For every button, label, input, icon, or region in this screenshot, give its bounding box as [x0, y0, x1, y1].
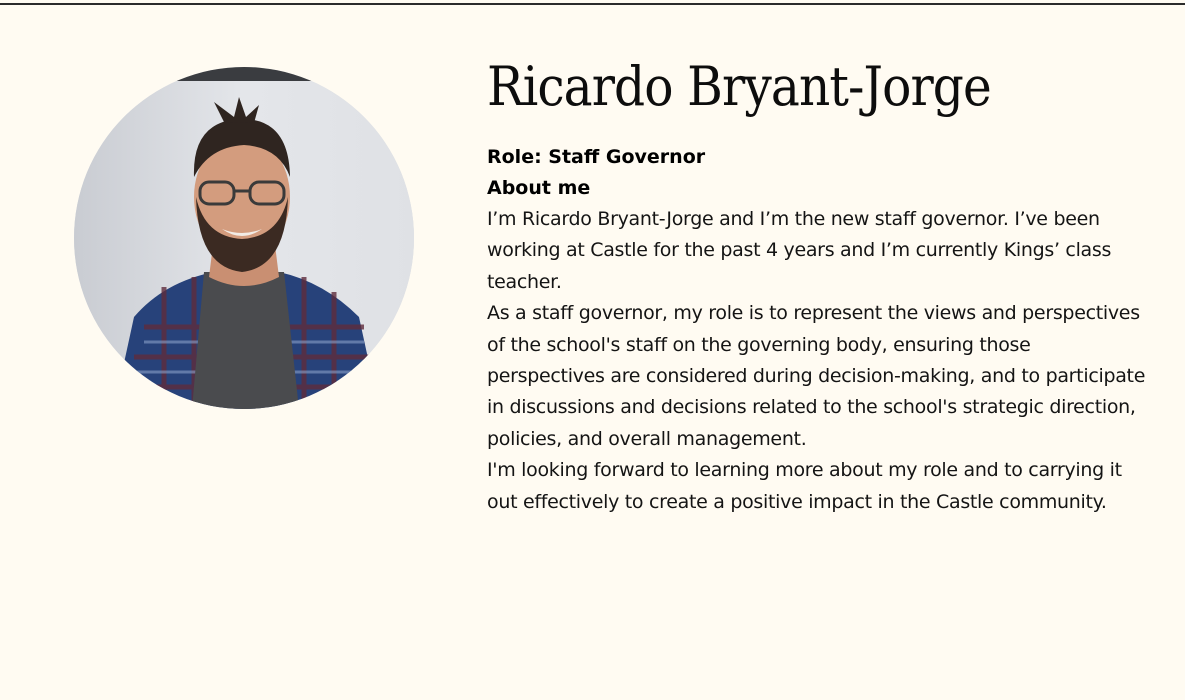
- bio-paragraph: I'm looking forward to learning more about my role and to carrying it out effectively to create a positive impact in the Castle community.: [487, 459, 1122, 513]
- profile-photo: [74, 67, 414, 409]
- bio-paragraph: As a staff governor, my role is to represent the views and perspectives of the school's staff on the governing body, ensuring those perspectives are considered during decision-making, and to participate in discussions and decisions related to the school's strategic direction, policies, and overall management.: [487, 302, 1146, 450]
- profile-content: [487, 52, 1147, 518]
- profile-role: Role: Staff Governor: [487, 146, 706, 168]
- bio-paragraph: I’m Ricardo Bryant-Jorge and I’m the new staff governor. I’ve been working at Castle for the past 4 years and I’m currently Kings’ class teacher.: [487, 208, 1112, 293]
- top-divider: [0, 3, 1185, 5]
- profile-name: Ricardo Bryant-Jorge: [487, 55, 991, 118]
- profile-bio: [487, 204, 1147, 518]
- portrait-illustration: [74, 67, 414, 409]
- about-heading: About me: [487, 177, 591, 199]
